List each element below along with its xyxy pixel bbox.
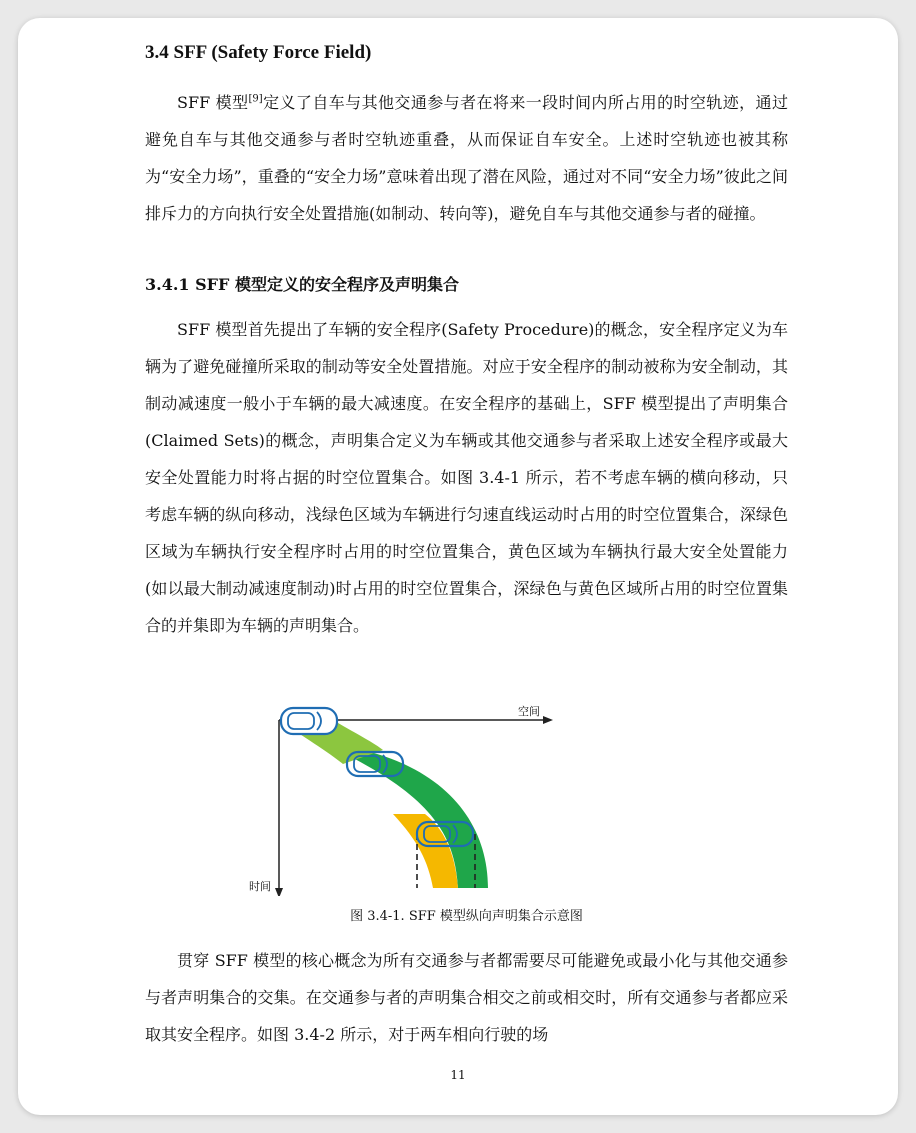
claimed-set-figure [249,686,593,896]
closing-paragraph: 贯穿 SFF 模型的核心概念为所有交通参与者都需要尽可能避免或最小化与其他交通参与者声明集合的交集。在交通参与者的声明集合相交之前或相交时，所有交通参与者都应采取其安全程序。如图 3.4-2 所示，对于两车相向行驶的场 [145,951,788,1044]
intro-paragraph [145,84,788,232]
intro-text-rest: 定义了自车与其他交通参与者在将来一段时间内所占用的时空轨迹，通过避免自车与其他交通参与者时空轨迹重叠，从而保证自车安全。上述时空轨迹也被其称为“安全力场”，重叠的“安全力场”意味着出现了潜在风险，通过对不同“安全力场”彼此之间排斥力的方向执行安全处置措施(如制动、转向等)，避免自车与其他交通参与者的碰撞。 [145,93,788,223]
y-axis-arrow [275,888,283,896]
car-body [281,708,337,734]
figure-diagram [273,686,593,896]
subsection-heading: 3.4.1 SFF 模型定义的安全程序及声明集合 [145,275,459,294]
document-page [18,18,898,1115]
figure-caption: 图 3.4-1. SFF 模型纵向声明集合示意图 [350,909,583,924]
body-paragraph: SFF 模型首先提出了车辆的安全程序(Safety Procedure)的概念，安全程序定义为车辆为了避免碰撞所采取的制动等安全处置措施。对应于安全程序的制动被称为安全制动，其制动减速度一般小于车辆的最大减速度。在安全程序的基础上，SFF 模型提出了声明集合(Claimed Sets)的概念，声明集合定义为车辆或其他交通参与者采取上述安全程序或最大安全处置能力时将占据的时空位置集合。如图 3.4-1 所示，若不考虑车辆的横向移动，只考虑车辆的纵向移动，浅绿色区域为车辆进行匀速直线运动时占用的时空位置集合，深绿色区域为车辆执行安全程序时占用的时空位置集合，黄色区域为车辆执行最大安全处置能力(如以最大制动减速度制动)时占用的时空位置集合，深绿色与黄色区域所占用的时空位置集合的并集即为车辆的声明集合。 [145,320,788,635]
car-icon-start [281,708,337,734]
x-axis-arrow [543,716,553,724]
section-heading: 3.4 SFF (Safety Force Field) [145,42,372,63]
citation-reference[interactable]: [9] [248,93,263,105]
y-axis-label: 时间 [249,880,271,893]
intro-text-start: SFF 模型 [177,93,249,112]
x-axis-label: 空间 [518,705,540,718]
page-number: 11 [450,1068,466,1082]
